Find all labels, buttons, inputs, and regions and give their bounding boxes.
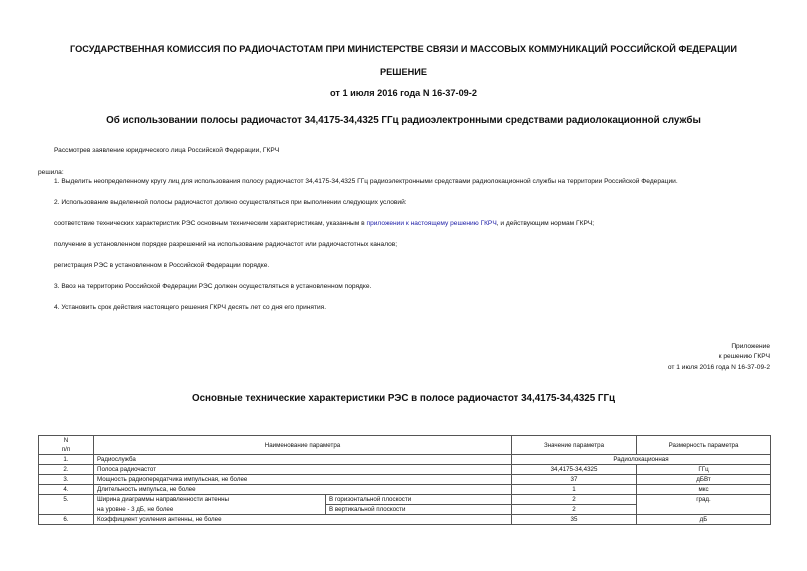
table-row — [39, 485, 771, 495]
row-number: 3. — [39, 475, 94, 485]
item-3: 3. Ввоз на территорию Российской Федерации РЭС должен осуществляться в установленном порядке. — [54, 283, 372, 290]
row-number: 5. — [39, 495, 94, 515]
row-value: 34,4175-34,4325 — [512, 465, 637, 475]
condition-3: регистрация РЭС в установленном в Российской Федерации порядке. — [54, 262, 270, 269]
decision-date-number: от 1 июля 2016 года N 16-37-09-2 — [330, 88, 477, 98]
row-value: 2 — [512, 495, 637, 505]
doc-type-heading: РЕШЕНИЕ — [380, 67, 427, 77]
condition-2: получение в установленном порядке разрешений на использование радиочастот или радиочастотных каналов; — [54, 241, 398, 248]
condition-1-text-end: , и действующим нормам ГКРЧ; — [496, 220, 595, 227]
header-number-line1: N — [63, 437, 69, 444]
row-value: 35 — [512, 515, 637, 525]
table-header-row — [39, 436, 771, 455]
item-4: 4. Установить срок действия настоящего решения ГКРЧ десять лет со дня его принятия. — [54, 304, 327, 311]
row-name: Мощность радиопередатчика импульсная, не более — [94, 475, 512, 485]
parameters-table — [38, 435, 771, 525]
decision-title: Об использовании полосы радиочастот 34,4175-34,4325 ГГц радиоэлектронными средствами радиолокационной службы — [106, 115, 701, 126]
table-row — [39, 475, 771, 485]
row-name-line2: на уровне - 3 дБ, не более — [94, 505, 326, 515]
row-name: Радиослужба — [94, 455, 512, 465]
appendix-label: Приложение — [731, 343, 770, 350]
table-row — [39, 455, 771, 465]
intro-paragraph: Рассмотрев заявление юридического лица Российской Федерации, ГКРЧ — [54, 147, 280, 154]
header-number-line2: п/п — [61, 446, 71, 453]
header-parameter-name: Наименование параметра — [94, 436, 512, 455]
header-parameter-value: Значение параметра — [512, 436, 637, 455]
table-row — [39, 495, 771, 505]
row-name: Полоса радиочастот — [94, 465, 512, 475]
commission-heading: ГОСУДАРСТВЕННАЯ КОМИССИЯ ПО РАДИОЧАСТОТАМ ПРИ МИНИСТЕРСТВЕ СВЯЗИ И МАССОВЫХ КОММУНИКАЦИЙ РОССИЙСКОЙ ФЕДЕРАЦИИ — [70, 44, 737, 54]
condition-1 — [54, 220, 594, 227]
row-subparameter: В горизонтальной плоскости — [326, 495, 512, 505]
row-name-line1: Ширина диаграммы направленности антенны — [94, 495, 326, 505]
row-number: 4. — [39, 485, 94, 495]
row-unit: ГГц — [637, 465, 771, 475]
row-unit: дБ — [637, 515, 771, 525]
row-subparameter: В вертикальной плоскости — [326, 505, 512, 515]
row-value: 1 — [512, 485, 637, 495]
table-row — [39, 465, 771, 475]
row-unit: град. — [637, 495, 771, 515]
appendix-link[interactable]: приложении к настоящему решению ГКРЧ — [366, 220, 497, 227]
row-value: 37 — [512, 475, 637, 485]
item-1: 1. Выделить неопределенному кругу лиц для использования полосу радиочастот 34,4175-34,4325 ГГц радиоэлектронными средствами радиолокационной службы на территории Российской Федерации. — [54, 178, 678, 185]
row-unit: дБВт — [637, 475, 771, 485]
table-row — [39, 515, 771, 525]
row-unit: мкс — [637, 485, 771, 495]
header-parameter-unit: Размерность параметра — [637, 436, 771, 455]
row-name: Длительность импульса, не более — [94, 485, 512, 495]
row-number: 1. — [39, 455, 94, 465]
appendix-date-number: от 1 июля 2016 года N 16-37-09-2 — [667, 364, 770, 371]
appendix-title: Основные технические характеристики РЭС в полосе радиочастот 34,4175-34,4325 ГГц — [191, 393, 616, 404]
row-value: 2 — [512, 505, 637, 515]
row-name: Коэффициент усиления антенны, не более — [94, 515, 512, 525]
row-number: 2. — [39, 465, 94, 475]
header-number — [39, 436, 94, 455]
row-value: Радиолокационная — [512, 455, 771, 465]
condition-1-text-start: соответствие технических характеристик РЭС основным техническим характеристикам, указанным в — [54, 220, 367, 227]
item-2: 2. Использование выделенной полосы радиочастот должно осуществляться при выполнении следующих условий: — [54, 199, 407, 206]
row-number: 6. — [39, 515, 94, 525]
resolved-label: решила: — [38, 169, 64, 176]
appendix-to-decision: к решению ГКРЧ — [718, 353, 770, 360]
